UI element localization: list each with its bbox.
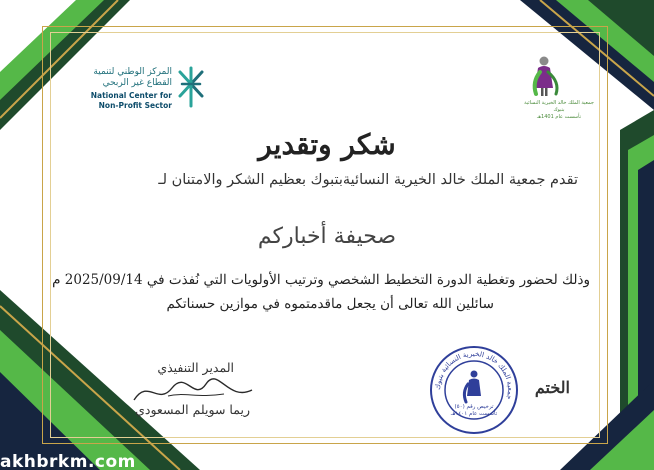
association-logo-founded: تأسست عام 1401هـ	[536, 114, 582, 120]
certificate-title: شكر وتقدير	[258, 128, 396, 161]
certificate-intro: تقدم جمعية الملك خالد الخيرية النسائيةبتبوك بعظيم الشكر والامتنان لـ	[158, 172, 578, 188]
stamp-label: الختم	[534, 378, 570, 397]
national-center-logo	[86, 64, 206, 114]
national-center-en-line2: Non-Profit Sector	[98, 101, 172, 110]
stamp-reg-text: ترخيص رقم (٥٠)	[454, 404, 494, 410]
certificate-recipient: صحيفة أخباركم	[257, 224, 397, 249]
national-center-en-line1: National Center for	[90, 91, 172, 100]
stamp-ring-text: جمعية الملك خالد الخيرية النسائية بتبوك	[433, 349, 515, 401]
stamp-founded-text: تأسست عام ١٤٠١هـ	[450, 411, 498, 417]
national-center-logo-icon	[176, 66, 206, 110]
association-logo-icon	[520, 52, 598, 100]
national-center-ar-line2: القطاع غير الربحي	[102, 78, 172, 88]
association-logo	[520, 52, 598, 122]
watermark: akhbrkm.com	[0, 452, 136, 470]
certificate-body-line1: وذلك لحضور وتغطية الدورة التخطيط الشخصي وترتيب الأولويات التي نُفذت في 2025/09/14 م	[52, 272, 590, 288]
national-center-ar-line1: المركز الوطني لتنمية	[93, 67, 172, 77]
director-title: المدير التنفيذي	[157, 360, 234, 375]
official-stamp	[428, 344, 520, 436]
director-name: ريما سويلم المسعودي	[135, 402, 250, 417]
association-logo-name: جمعية الملك خالد الخيرية النسائية بتبوك	[524, 100, 594, 113]
association-logo-text	[520, 100, 598, 121]
certificate-body-line2: سائلين الله تعالى أن يجعل ماقدمتموه في موازين حسناتكم	[166, 296, 494, 312]
